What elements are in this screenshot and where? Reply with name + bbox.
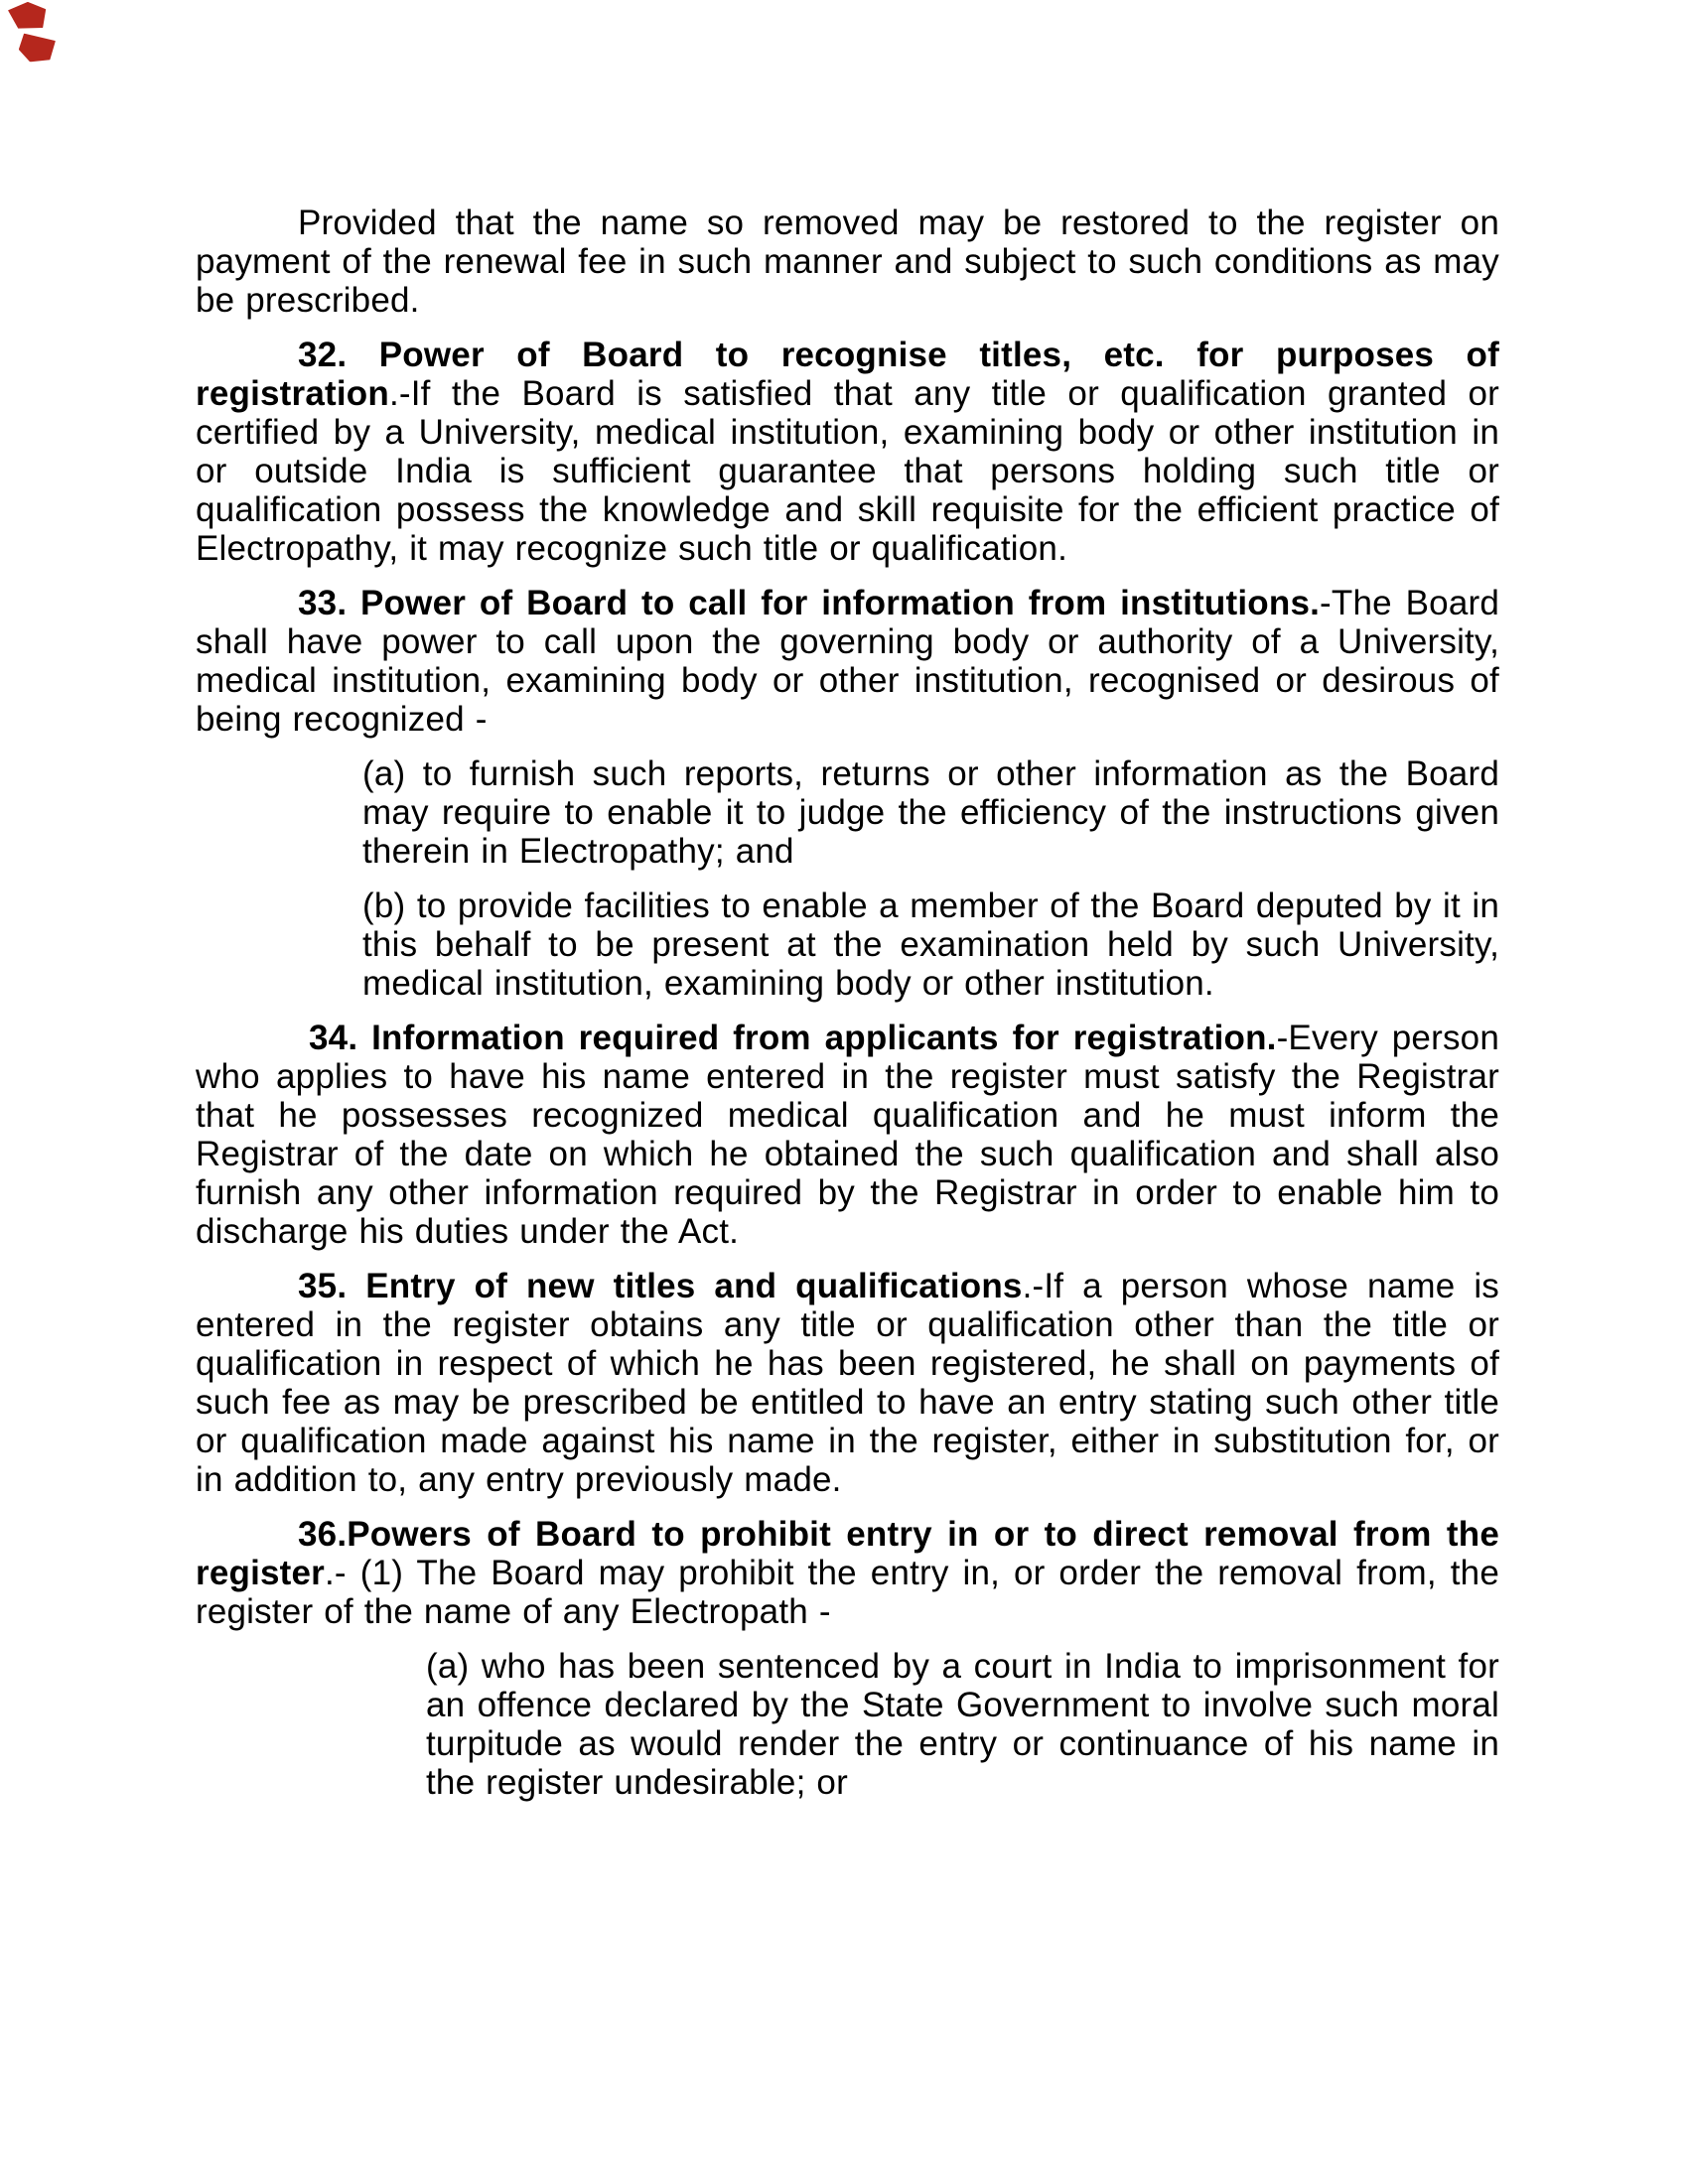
document-content	[196, 204, 1499, 1802]
body-text: (b) to provide facilities to enable a member of the Board deputed by it in this behalf to be present at the examination held by such University, medical institution, examining body or other institution.	[362, 887, 1499, 1003]
section-heading-text: 35. Entry of new titles and qualifications	[298, 1267, 1023, 1305]
paragraph	[196, 1019, 1499, 1251]
list-item	[362, 887, 1499, 1003]
red-ink-mark	[18, 33, 57, 65]
paragraph	[196, 584, 1499, 739]
body-text: (a) who has been sentenced by a court in India to imprisonment for an offence declared by the State Government to involve such moral turpitude as would render the entry or continuance of his name in the register undesirable; or	[426, 1647, 1499, 1802]
list-item	[362, 754, 1499, 871]
body-text: -The Board shall have power to call upon the governing body or authority of a University, medical institution, examining body or other institution, recognised or desirous of being recognized -	[196, 584, 1500, 739]
list-item	[426, 1647, 1499, 1802]
body-text: Provided that the name so removed may be restored to the register on payment of the renewal fee in such manner and subject to such conditions as may be prescribed.	[196, 204, 1499, 320]
paragraph	[196, 1267, 1499, 1499]
body-text: (a) to furnish such reports, returns or other information as the Board may require to enable it to judge the efficiency of the instructions given therein in Electropathy; and	[362, 754, 1499, 871]
paragraph	[196, 204, 1499, 320]
section-heading-text: 33. Power of Board to call for information from institutions.	[298, 584, 1321, 622]
body-text: -Every person who applies to have his name entered in the register must satisfy the Registrar that he possesses recognized medical qualification and he must inform the Registrar of the date on which he obtained the such qualification and shall also furnish any other information required by the Registrar in order to enable him to discharge his duties under the Act.	[196, 1019, 1499, 1251]
body-text: .-If a person whose name is entered in the register obtains any title or qualification other than the title or qualification in respect of which he has been registered, he shall on payments of such fee as may be prescribed be entitled to have an entry stating such other title or qualification made against his name in the register, either in substitution for, or in addition to, any entry previously made.	[196, 1267, 1499, 1499]
paragraph	[196, 336, 1499, 568]
body-text: .-If the Board is satisfied that any title or qualification granted or certified by a University, medical institution, examining body or other institution in or outside India is sufficient guarantee that persons holding such title or qualification possess the knowledge and skill requisite for the efficient practice of Electropathy, it may recognize such title or qualification.	[196, 374, 1499, 568]
red-ink-mark	[7, 0, 49, 33]
section-heading-text: 36.Powers of Board to prohibit entry in or to direct removal from the register	[196, 1515, 1499, 1592]
section-heading-text: 32. Power of Board to recognise titles, etc. for purposes of registration	[196, 336, 1499, 413]
body-text: .- (1) The Board may prohibit the entry in, or order the removal from, the register of the name of any Electropath -	[196, 1554, 1499, 1631]
section-heading-text: 34. Information required from applicants for registration.	[309, 1019, 1277, 1057]
paragraph	[196, 1515, 1499, 1631]
